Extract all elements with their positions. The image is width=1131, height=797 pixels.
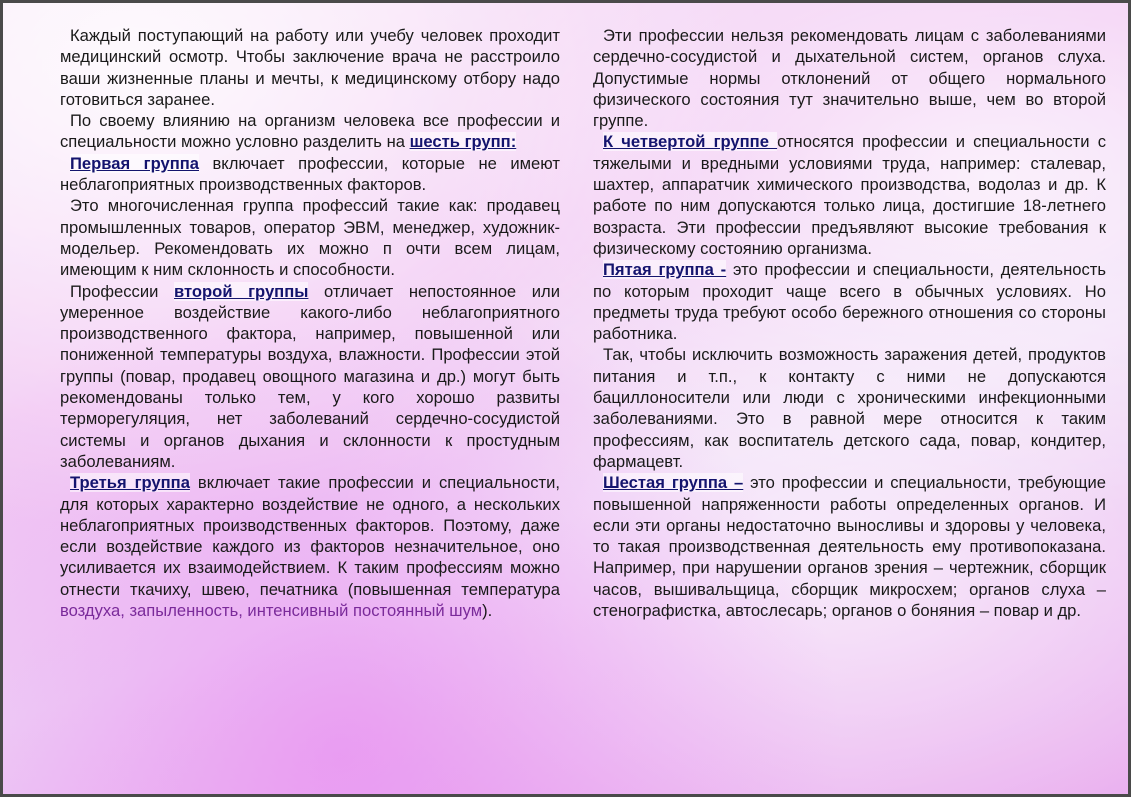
paragraph-third-group: Третья группа включает такие профессии и специальности, для которых характерно воздействие не одного, а нескольких неблагоприятных производственных факторов. Поэтому, даже если воздействие каждого из факторов незначительное, оно усиливается их взаимодействием. К таким профессиям можно отнести ткачиху, швею, печатника (повышенная температура воздуха, запыленность, интенсивный постоянный шум). [60, 473, 560, 621]
left-column [60, 25, 560, 621]
third-group-heading: Третья группа [70, 473, 190, 493]
paragraph-second-group: Профессии второй группы отличает непостоянное или умеренное воздействие какого-либо неблагоприятного производственного фактора, например, повышенной или пониженной температуры воздуха, влажности. Профессии этой группы (повар, продавец овощного магазина и др.) могут быть рекомендованы только тем, у кого хорошо развиты терморегуляция, нет заболеваний сердечно-сосудистой системы и органов дыхания и склонности к простудным заболеваниям. [60, 281, 560, 471]
paragraph-fourth-group: К четвертой группе относятся профессии и специальности с тяжелыми и вредными условиями труда, например: сталевар, шахтер, аппаратчик химического производства, водолаз и др. К работе по ним допускаются только лица, достигшие 18-летнего возраста. Эти профессии предъявляют высокие требования к физическому состоянию организма. [593, 132, 1106, 258]
fourth-group-heading: К четвертой группе [603, 132, 778, 152]
first-group-heading: Первая группа [70, 153, 199, 173]
paragraph-third-group-cont: Эти профессии нельзя рекомендовать лицам с заболеваниями сердечно-сосудистой и дыхательной систем, органов слуха. Допустимые нормы отклонений от общего нормального физического состояния тут значительно выше, чем во второй группе. [593, 26, 1106, 131]
paragraph-first-group-examples: Это многочисленная группа профессий такие как: продавец промышленных товаров, оператор ЭВМ, менеджер, художник-модельер. Рекомендовать их можно п очти всем лицам, имеющим к ним склонность и способности. [60, 196, 560, 280]
sixth-group-heading: Шестая группа – [603, 473, 744, 493]
paragraph-fifth-group: Пятая группа - это профессии и специальности, деятельность по которым проходит чаще всего в обычных условиях. Но предметы труда требуют особо бережного отношения со стороны работника. [593, 260, 1106, 344]
paragraph-groups-intro: По своему влиянию на организм человека все профессии и специальности можно условно разделить на шесть групп: [60, 111, 560, 152]
slide [3, 3, 1128, 794]
six-groups-heading: шесть групп: [409, 132, 517, 152]
right-column [593, 25, 1106, 621]
paragraph-sixth-group: Шестая группа – это профессии и специальности, требующие повышенной напряженности работы определенных органов. И если эти органы недостаточно выносливы и здоровы у человека, то такая производственная деятельность ему противопоказана. Например, при нарушении органов зрения – чертежник, сборщик часов, вышивальщица, сборщик микросхем; органов слуха – стенографистка, автослесарь; органов о боняния – повар и др. [593, 473, 1107, 621]
paragraph-fifth-group-examples: Так, чтобы исключить возможность заражения детей, продуктов питания и т.п., к контакту с ними не допускаются бациллоносители или люди с хроническими инфекционными заболеваниями. Это в равной мере относится к таким профессиям, как воспитатель детского сада, повар, кондитер, фармацевт. [593, 345, 1106, 471]
paragraph-first-group: Первая группа включает профессии, которые не имеют неблагоприятных производственных факторов. [60, 153, 560, 195]
second-group-heading: второй группы [174, 281, 309, 301]
paragraph-intro: Каждый поступающий на работу или учебу человек проходит медицинский осмотр. Чтобы заключение врача не расстроило ваши жизненные планы и мечты, к медицинскому отбору надо готовиться заранее. [60, 26, 560, 109]
fifth-group-heading: Пятая группа - [603, 260, 727, 280]
